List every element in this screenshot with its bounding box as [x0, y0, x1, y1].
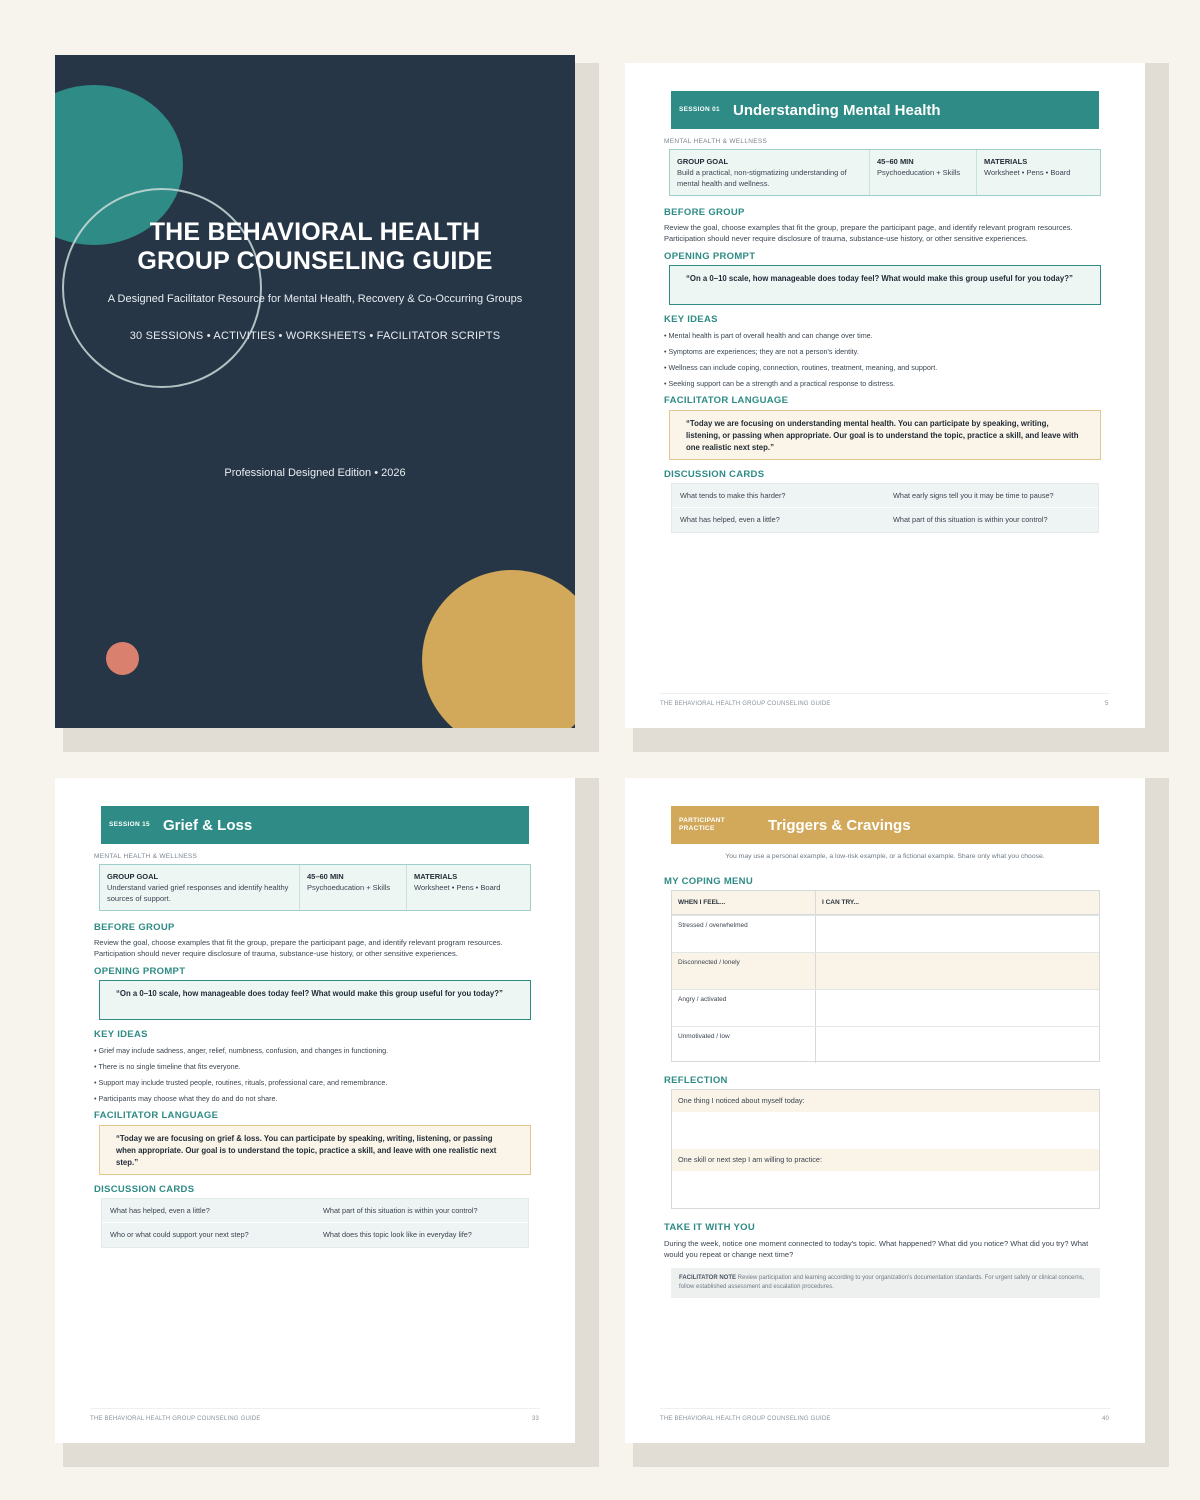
- reflection-prompt: One thing I noticed about myself today:: [672, 1090, 1099, 1112]
- take-it-text: During the week, notice one moment connected to today's topic. What happened? What did you notice? What did you try? What would you repeat or change next time?: [664, 1239, 1089, 1259]
- page-number: 5: [1105, 701, 1109, 707]
- table-row: [672, 952, 1099, 989]
- duration-cell: 45–60 MIN Psychoeducation + Skills: [299, 865, 406, 910]
- session-page-15[interactable]: [55, 778, 575, 1443]
- list-item: • Wellness can include coping, connection, routines, treatment, meaning, and support.: [664, 363, 938, 372]
- discussion-card: What has helped, even a little?: [680, 515, 780, 524]
- take-it-heading: TAKE IT WITH YOU: [664, 1222, 756, 1233]
- cover-page[interactable]: [55, 55, 575, 728]
- before-group-heading: BEFORE GROUP: [664, 207, 745, 218]
- footer-divider: [660, 693, 1110, 694]
- list-item: • Symptoms are experiences; they are not a person's identity.: [664, 347, 859, 356]
- session-header-band: [671, 91, 1099, 129]
- column-header: I CAN TRY...: [822, 899, 859, 906]
- facilitator-language-heading: FACILITATOR LANGUAGE: [664, 395, 789, 406]
- discussion-cards: [671, 483, 1099, 533]
- discussion-card: What part of this situation is within your control?: [893, 515, 1048, 524]
- opening-prompt-heading: OPENING PROMPT: [94, 966, 186, 977]
- discussion-card: What does this topic look like in everyday life?: [323, 1230, 472, 1239]
- opening-prompt-box: “On a 0–10 scale, how manageable does today feel? What would make this group useful for you today?”: [99, 980, 531, 1020]
- feeling-cell: Disconnected / lonely: [672, 953, 816, 989]
- column-header: WHEN I FEEL...: [672, 891, 816, 914]
- reflection-answer-area[interactable]: [672, 1171, 1099, 1208]
- facilitator-language-box: “Today we are focusing on understanding mental health. You can participate by speaking, writing, listening, or passing when appropriate. Our goal is to understand the topic, practice a skill, and leave with one realistic next step.”: [669, 410, 1101, 460]
- reflection-prompt: One skill or next step I am willing to practice:: [672, 1149, 1099, 1171]
- response-cell[interactable]: [816, 1027, 1099, 1063]
- participant-title: Triggers & Cravings: [768, 816, 911, 834]
- page-footer: THE BEHAVIORAL HEALTH GROUP COUNSELING GUIDE: [660, 701, 831, 707]
- coral-dot-decoration: [106, 642, 139, 675]
- group-goal-cell: GROUP GOAL Understand varied grief responses and identify healthy sources of support.: [107, 872, 289, 903]
- facilitator-note: FACILITATOR NOTE Review participation and learning according to your organization's documentation standards. For urgent safety or clinical concerns, follow established assessment and escalation procedures.: [671, 1268, 1100, 1298]
- session-kicker: MENTAL HEALTH & WELLNESS: [94, 853, 198, 860]
- reflection-heading: REFLECTION: [664, 1075, 728, 1086]
- key-ideas-heading: KEY IDEAS: [94, 1029, 148, 1040]
- participant-header-band: [671, 806, 1099, 844]
- key-ideas-list: [94, 1045, 554, 1109]
- before-group-heading: BEFORE GROUP: [94, 922, 175, 933]
- response-cell[interactable]: [816, 990, 1099, 1026]
- table-row: [672, 989, 1099, 1026]
- session-header-band: [101, 806, 529, 844]
- key-ideas-list: [664, 330, 1124, 394]
- discussion-cards-heading: DISCUSSION CARDS: [94, 1184, 195, 1195]
- before-group-text: Review the goal, choose examples that fit the group, prepare the participant page, and identify relevant program resources. Participation should never require disclosure of trauma, substance-use history, or other sensitive experiences.: [664, 223, 1073, 243]
- discussion-card: Who or what could support your next step?: [110, 1230, 249, 1239]
- reflection-answer-area[interactable]: [672, 1112, 1099, 1149]
- before-group-text: Review the goal, choose examples that fit the group, prepare the participant page, and identify relevant program resources. Participation should never require disclosure of trauma, substance-use history, or other sensitive experiences.: [94, 938, 503, 958]
- list-item: • Seeking support can be a strength and a practical response to distress.: [664, 379, 896, 388]
- footer-divider: [660, 1408, 1110, 1409]
- session-info-box: [99, 864, 531, 911]
- facilitator-language-heading: FACILITATOR LANGUAGE: [94, 1110, 219, 1121]
- reflection-box: [671, 1089, 1100, 1209]
- table-row: [672, 1026, 1099, 1063]
- opening-prompt-box: “On a 0–10 scale, how manageable does today feel? What would make this group useful for you today?”: [669, 265, 1101, 305]
- response-cell[interactable]: [816, 916, 1099, 952]
- session-kicker: MENTAL HEALTH & WELLNESS: [664, 138, 768, 145]
- page-number: 33: [532, 1416, 540, 1422]
- session-number: SESSION 15: [109, 821, 150, 828]
- discussion-card: What tends to make this harder?: [672, 484, 885, 508]
- page-footer: THE BEHAVIORAL HEALTH GROUP COUNSELING GUIDE: [660, 1416, 831, 1422]
- feeling-cell: Unmotivated / low: [672, 1027, 816, 1063]
- facilitator-language-box: “Today we are focusing on grief & loss. You can participate by speaking, writing, listening, or passing when appropriate. Our goal is to understand the topic, practice a skill, and leave with one realistic next step.”: [99, 1125, 531, 1175]
- coping-menu-heading: MY COPING MENU: [664, 876, 754, 887]
- cover-subtitle: A Designed Facilitator Resource for Mental Health, Recovery & Co-Occurring Groups: [107, 293, 523, 305]
- footer-divider: [90, 1408, 540, 1409]
- materials-cell: MATERIALS Worksheet • Pens • Board: [976, 150, 1100, 195]
- table-header: [672, 891, 1099, 915]
- session-title: Grief & Loss: [163, 816, 253, 834]
- list-item: • Grief may include sadness, anger, relief, numbness, confusion, and changes in functioning.: [94, 1046, 389, 1055]
- feeling-cell: Angry / activated: [672, 990, 816, 1026]
- discussion-card: What part of this situation is within your control?: [315, 1199, 528, 1223]
- page-number: 40: [1102, 1416, 1110, 1422]
- discussion-card: What early signs tell you it may be time to pause?: [885, 484, 1098, 508]
- session-number: SESSION 01: [679, 106, 720, 113]
- participant-label: PARTICIPANT PRACTICE: [679, 817, 726, 832]
- session-info-box: [669, 149, 1101, 196]
- participant-instructions: You may use a personal example, a low-risk example, or a fictional example. Share only what you choose.: [725, 853, 1045, 860]
- coping-menu-table: [671, 890, 1100, 1062]
- session-title: Understanding Mental Health: [733, 101, 941, 119]
- opening-prompt-heading: OPENING PROMPT: [664, 251, 756, 262]
- cover-tagline: 30 SESSIONS • ACTIVITIES • WORKSHEETS • FACILITATOR SCRIPTS: [129, 330, 501, 342]
- discussion-card: What has helped, even a little?: [102, 1199, 315, 1223]
- cover-edition: Professional Designed Edition • 2026: [224, 467, 406, 479]
- list-item: • There is no single timeline that fits everyone.: [94, 1062, 241, 1071]
- key-ideas-heading: KEY IDEAS: [664, 314, 718, 325]
- page-footer: THE BEHAVIORAL HEALTH GROUP COUNSELING GUIDE: [90, 1416, 261, 1422]
- list-item: • Mental health is part of overall health and can change over time.: [664, 331, 873, 340]
- table-row: [672, 915, 1099, 952]
- duration-cell: 45–60 MIN Psychoeducation + Skills: [869, 150, 976, 195]
- session-page-01[interactable]: [625, 63, 1145, 728]
- list-item: • Participants may choose what they do and do not share.: [94, 1094, 278, 1103]
- gold-circle-decoration: [422, 570, 575, 728]
- feeling-cell: Stressed / overwhelmed: [672, 916, 816, 952]
- discussion-cards-heading: DISCUSSION CARDS: [664, 469, 765, 480]
- response-cell[interactable]: [816, 953, 1099, 989]
- group-goal-cell: GROUP GOAL Build a practical, non-stigmatizing understanding of mental health and wellness.: [677, 157, 847, 188]
- list-item: • Support may include trusted people, routines, rituals, professional care, and remembrance.: [94, 1078, 388, 1087]
- discussion-cards: [101, 1198, 529, 1248]
- participant-practice-page[interactable]: [625, 778, 1145, 1443]
- materials-cell: MATERIALS Worksheet • Pens • Board: [406, 865, 530, 910]
- cover-title: THE BEHAVIORAL HEALTH GROUP COUNSELING GUIDE: [137, 218, 493, 275]
